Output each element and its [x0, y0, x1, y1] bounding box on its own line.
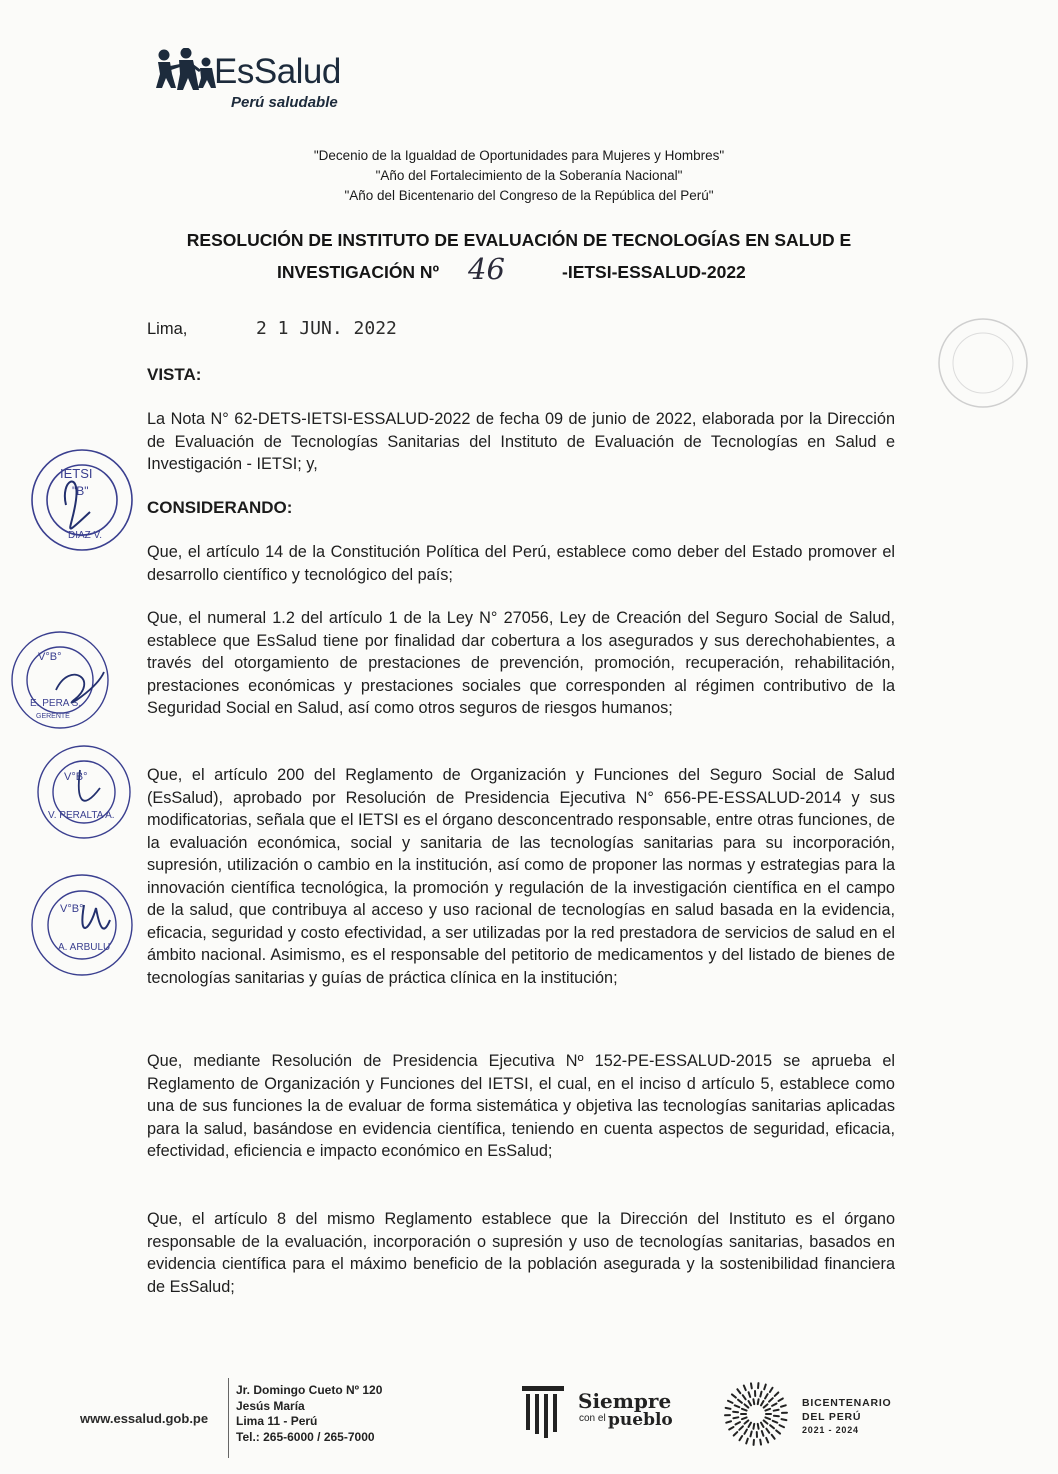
stamp-ietsi-vb: "B": [72, 484, 89, 498]
sunburst-ray: [780, 1425, 785, 1427]
sunburst-ray: [744, 1385, 746, 1390]
sunburst-ray: [753, 1424, 754, 1429]
stamp-dets-center: V°B°: [38, 651, 62, 663]
sunburst-ray: [742, 1417, 747, 1419]
place-label: Lima,: [147, 320, 188, 338]
sunburst-ray: [732, 1394, 736, 1397]
sunburst-ray: [766, 1429, 769, 1433]
con-el-text: con el: [579, 1413, 606, 1424]
stamp-dpf-center: V°B°: [64, 771, 88, 783]
sunburst-ray: [762, 1431, 764, 1436]
sunburst-ray: [726, 1421, 731, 1422]
decenio-line-3: "Año del Bicentenario del Congreso de la República del Perú": [344, 188, 714, 203]
footer-website: www.essalud.gob.pe: [80, 1411, 209, 1426]
sunburst-ray: [734, 1432, 738, 1435]
sunburst-ray: [770, 1425, 774, 1428]
sunburst-ray: [726, 1408, 731, 1409]
stamp-dets-name: E. PERA S.: [30, 698, 82, 709]
bicentenario-line-2: DEL PERÚ: [802, 1411, 862, 1423]
sunburst-ray: [772, 1404, 776, 1406]
sunburst-ray: [772, 1435, 775, 1439]
paragraph-vista: La Nota N° 62-DETS-IETSI-ESSALUD-2022 de fecha 09 de junio de 2022, elaborada por la Dirección de Evaluación de Tecnologías Sanitarias del Instituto de Evaluación de Tecnologías en Salud e Investigación - IETSI; y,: [147, 410, 895, 473]
paragraph-considerando-5: Que, el artículo 8 del mismo Reglamento establece que la Dirección del Instituto es el órgano responsable de la evaluación, incorporación o supresión y uso de tecnologías sanitarias, basados en evidencia científica para el máximo beneficio de la población asegurada y la sostenibilidad financiera de EsSalud;: [147, 1210, 895, 1296]
stamp-dpf-name: V. PERALTA A.: [48, 810, 115, 821]
siempre-text: Siempre: [578, 1389, 672, 1413]
sunburst-ray: [735, 1405, 740, 1407]
sunburst-ray: [776, 1430, 780, 1433]
stamp-ietsi-center: IETSI: [60, 466, 93, 481]
stamp-oaj-center: V°B°: [60, 903, 84, 915]
footer-address: [236, 1383, 382, 1445]
sunburst-ray: [770, 1388, 773, 1392]
stamp-dets: [12, 632, 108, 728]
sunburst-ray: [736, 1422, 740, 1424]
sunburst-ray: [774, 1410, 779, 1411]
sunburst-ray: [751, 1383, 752, 1388]
faint-stamp-icon: [928, 318, 1038, 428]
footer-divider: [228, 1378, 229, 1458]
sunburst-ray: [764, 1385, 766, 1390]
paragraph-considerando-1: Que, el artículo 14 de la Constitución Política del Perú, establece como deber del Estado promover el desarrollo científico y tecnológico del país;: [147, 543, 895, 584]
sunburst-ray: [764, 1420, 768, 1423]
paragraph-considerando-2: Que, el numeral 1.2 del artículo 1 de la Ley N° 27056, Ley de Creación del Seguro Social de Salud, establece que EsSalud tiene por finalidad dar cobertura a los asegurados y sus derechohabientes, a través del otorgamiento de prestaciones de prevención, promoción, recuperación, rehabilitación, prestaciones económicas y prestaciones sociales que corresponden al régimen contributivo de la Seguridad Social en Salud, así como otros seguros de riesgos humanos;: [147, 609, 895, 717]
sunburst-ray: [766, 1438, 768, 1443]
section-heading-considerando: CONSIDERANDO:: [147, 498, 293, 517]
columns-icon: [522, 1386, 564, 1438]
paragraph-considerando-3: Que, el artículo 200 del Reglamento de Organización y Funciones del Seguro Social de Salud (EsSalud), aprobado por Resolución de Presidencia Ejecutiva N° 656-PE-ESSALUD-2014 y sus modificatorias, señala que el IETSI es el órgano desconcentrado responsable, entre otras funciones, de la evaluación económica, social y sanitaria de las tecnologías sanitarias para su incorporación, supresión, utilización o cambio en la institución, así como de proponer las normas y estrategias para la innovación científica tecnológica, la promoción y regulación de la investigación científica en el campo de la salud, que contribuya al acceso y uso racional de tecnologías en salud basada en la evidencia, eficacia, seguridad y costo efectividad, a ser utilizadas por la red prestadora de servicios de salud en el ámbito nacional. Asimismo, es el responsable del petitorio de medicamentos y del listado de bienes de tecnologías sanitarias y guías de práctica clínica en la institución;: [147, 766, 895, 987]
sunburst-ray: [745, 1404, 749, 1407]
decenio-line-2: "Año del Fortalecimiento de la Soberanía Nacional": [375, 168, 683, 183]
sunburst-ray: [773, 1421, 778, 1423]
sunburst-ray: [760, 1440, 761, 1445]
stamp-oaj: [32, 875, 132, 975]
sunburst-ray: [761, 1401, 764, 1405]
sunburst-ray: [739, 1436, 742, 1440]
sunburst-ray: [744, 1430, 747, 1434]
stamped-date: 2 1 JUN. 2022: [256, 318, 397, 339]
sunburst-ray: [764, 1404, 768, 1407]
sunburst-ray: [746, 1439, 748, 1444]
sunburst-ray: [765, 1394, 768, 1398]
sunburst-ray: [758, 1399, 759, 1404]
sunburst-ray: [758, 1424, 759, 1429]
resolution-title-suffix: -IETSI-ESSALUD-2022: [562, 262, 746, 282]
stamp-ietsi: [32, 450, 132, 550]
sunburst-ray: [729, 1427, 733, 1430]
paragraph-considerando-4: Que, mediante Resolución de Presidencia Ejecutiva Nº 152-PE-ESSALUD-2015 se aprueba el Reglamento de Organización y Funciones del IETSI, el cual, en el inciso d artículo 5, establece como una de sus funciones la de evaluar de forma sistemática y objetiva las tecnologías sanitarias aplicadas para la salud, basándose en evidencia científica, teniendo en cuenta aspectos de seguridad, eficacia, efectividad, eficiencia e impacto económico en EsSalud;: [147, 1052, 895, 1160]
sunburst-ray: [739, 1426, 743, 1429]
stamp-ietsi-name: DIAZ V.: [68, 530, 103, 541]
sunburst-ray: [781, 1405, 786, 1406]
bicentenario-sunburst-icon: [722, 1380, 790, 1448]
footer-address-line: Jesús María: [236, 1398, 305, 1413]
footer-address-line: Tel.: 265-6000 / 265-7000: [236, 1429, 375, 1444]
stamp-oaj-name: A. ARBULU: [58, 942, 111, 953]
sunburst-ray: [728, 1401, 733, 1403]
bicentenario-line-3: 2021 - 2024: [802, 1425, 859, 1435]
resolution-title-line-1: RESOLUCIÓN DE INSTITUTO DE EVALUACIÓN DE TECNOLOGÍAS EN SALUD E: [186, 230, 852, 250]
sunburst-ray: [775, 1392, 779, 1395]
stamp-dpf: [38, 746, 130, 838]
sunburst-ray: [742, 1409, 747, 1411]
sunburst-ray: [765, 1409, 770, 1411]
sunburst-ray: [781, 1419, 786, 1420]
sunburst-ray: [765, 1417, 770, 1419]
logo-name: EsSalud: [214, 52, 341, 91]
sunburst-ray: [745, 1420, 749, 1423]
sunburst-ray: [749, 1401, 752, 1405]
logo-tagline: Perú saludable: [231, 94, 338, 111]
footer-address-line: Lima 11 - Perú: [236, 1414, 318, 1429]
resolution-title-prefix: INVESTIGACIÓN Nº: [277, 262, 439, 282]
decenio-line-1: "Decenio de la Igualdad de Oportunidades para Mujeres y Hombres": [313, 148, 725, 163]
section-heading-vista: VISTA:: [147, 365, 202, 384]
sunburst-ray: [753, 1399, 754, 1404]
bicentenario-line-1: BICENTENARIO: [802, 1397, 892, 1409]
sunburst-ray: [778, 1398, 782, 1401]
handwritten-resolution-number: 46: [468, 252, 505, 286]
sunburst-ray: [760, 1392, 761, 1397]
sunburst-ray: [750, 1431, 751, 1436]
sunburst-ray: [738, 1400, 742, 1403]
sunburst-ray: [749, 1392, 751, 1397]
footer-address-line: Jr. Domingo Cueto Nº 120: [236, 1383, 383, 1397]
stamp-dets-role: GERENTE: [36, 713, 70, 720]
pueblo-text: pueblo: [608, 1410, 673, 1430]
sunburst-ray: [733, 1417, 738, 1418]
sunburst-ray: [743, 1395, 746, 1399]
sunburst-ray: [749, 1423, 752, 1427]
sunburst-ray: [769, 1398, 773, 1401]
sunburst-ray: [737, 1389, 740, 1393]
sunburst-ray: [761, 1423, 764, 1427]
